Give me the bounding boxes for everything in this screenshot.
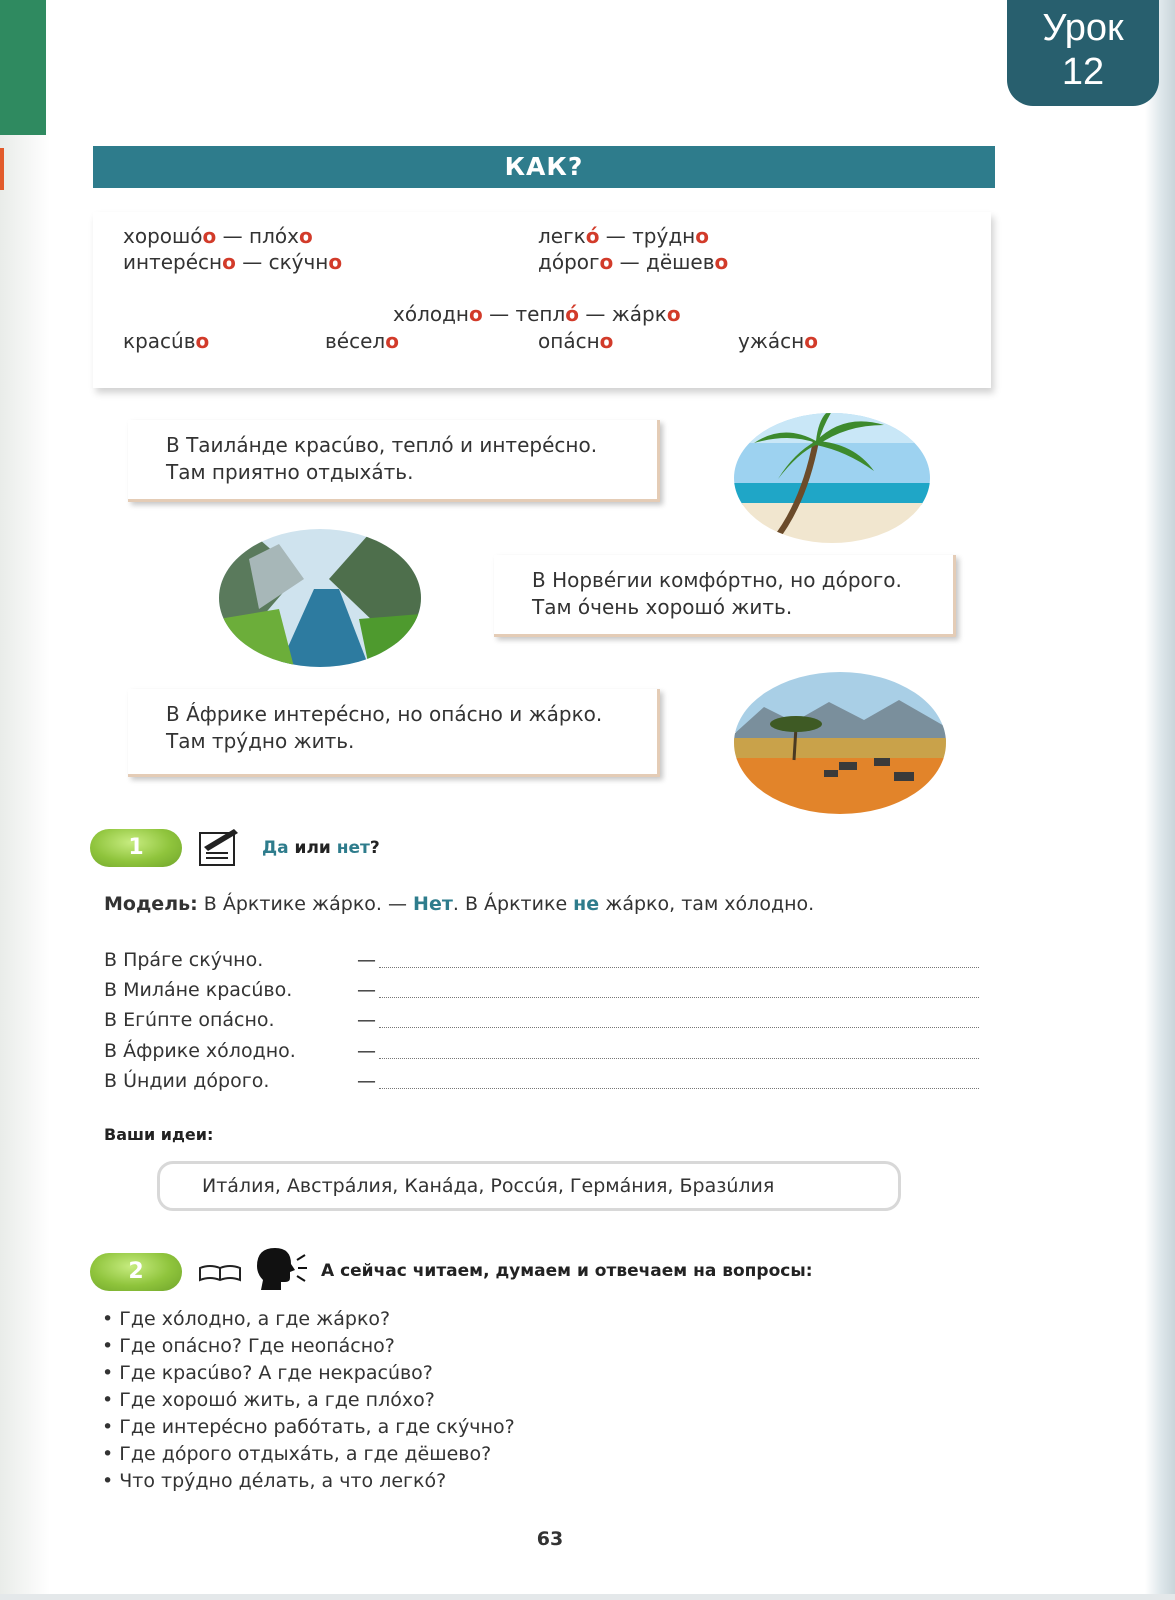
- gutter-orange-mark: [0, 148, 4, 190]
- card-line: Там приятно отдыхáть.: [166, 460, 414, 484]
- how-section-title: КАК?: [93, 146, 995, 188]
- answer-line[interactable]: [379, 1058, 979, 1059]
- task-2-title: А сейчас читаем, думаем и отвечаем на вопросы:: [321, 1261, 813, 1281]
- list-item: • Что трýдно дéлать, а что легкó?: [102, 1468, 515, 1495]
- card-line: Там óчень хорошó жить.: [532, 595, 793, 619]
- adverb-single: опáсно: [538, 329, 614, 353]
- exercise-row: В Úндии дóрого. —: [104, 1070, 974, 1100]
- page-edge-right: [1145, 0, 1175, 1600]
- ideas-label: Ваши идеи:: [104, 1125, 214, 1144]
- card-line: В Норвéгии комфóртно, но дóрого.: [532, 568, 902, 592]
- exercise-row: В Милáне красúво. —: [104, 979, 974, 1009]
- list-item: • Где интерéсно рабóтать, а где скýчно?: [102, 1414, 515, 1441]
- gutter-green-stripe: [0, 0, 46, 135]
- list-item: • Где хорошó жить, а где плóхо?: [102, 1387, 515, 1414]
- book-icon: [197, 1262, 243, 1284]
- exercise-sentence: В Егúпте опáсно.: [104, 1009, 275, 1031]
- adverb-pair: интерéсно — скýчно: [123, 250, 343, 274]
- exercise-sentence: В Милáне красúво.: [104, 979, 293, 1001]
- exercise-row: В Áфрике хóлодно. —: [104, 1040, 974, 1070]
- norway-card: [494, 555, 956, 637]
- exercise-sentence: В Прáге скýчно.: [104, 949, 264, 971]
- lesson-label: Урок: [1042, 7, 1124, 49]
- page-edge-bottom: [0, 1594, 1175, 1600]
- adverb-pair: хорошóо — плóхо: [123, 224, 313, 248]
- answer-line[interactable]: [379, 967, 979, 968]
- answer-line[interactable]: [379, 997, 979, 998]
- africa-card: [128, 689, 660, 777]
- speaking-head-icon: [253, 1246, 309, 1292]
- list-item: • Где опáсно? Где неопáсно?: [102, 1333, 515, 1360]
- answer-line[interactable]: [379, 1088, 979, 1089]
- task-2-badge: 2: [90, 1253, 182, 1291]
- fjord-photo: [219, 529, 421, 667]
- task-1-badge: 1: [90, 829, 182, 867]
- list-item: • Где хóлодно, а где жáрко?: [102, 1306, 515, 1333]
- adverb-triple: хóлодно — теплó — жáрко: [393, 302, 681, 326]
- savanna-photo: [734, 672, 946, 814]
- adverb-single: ужáсно: [738, 329, 818, 353]
- writing-icon: [196, 825, 242, 869]
- page-gutter: [0, 0, 50, 1600]
- model-example: Модель: В Áрктике жáрко. — Нет. В Áрктике не жáрко, там хóлодно.: [104, 893, 815, 915]
- adverb-single: красúво: [123, 329, 210, 353]
- card-line: В Áфрике интерéсно, но опáсно и жáрко.: [166, 702, 603, 726]
- exercise-row: В Прáге скýчно. —: [104, 949, 974, 979]
- list-item: • Где красúво? А где некрасúво?: [102, 1360, 515, 1387]
- card-line: В Таилáнде красúво, теплó и интерéсно.: [166, 433, 598, 457]
- task-1-title: Да или нет?: [262, 838, 380, 858]
- thailand-card: [128, 420, 660, 502]
- lesson-tab: [1007, 0, 1159, 106]
- list-item: • Где дóрого отдыхáть, а где дёшево?: [102, 1441, 515, 1468]
- card-line: Там трýдно жить.: [166, 729, 355, 753]
- exercise-sentence: В Úндии дóрого.: [104, 1070, 270, 1092]
- adverb-pair: легкó — трýдно: [538, 224, 709, 248]
- exercise-sentence: В Áфрике хóлодно.: [104, 1040, 296, 1062]
- ideas-box: Итáлия, Австрáлия, Канáда, Россúя, Гермáния, Бразúлия: [157, 1161, 901, 1211]
- adverb-pair: дóрого — дёшево: [538, 250, 729, 274]
- page-number: 63: [536, 1528, 564, 1550]
- lesson-number: 12: [1061, 51, 1105, 93]
- questions-list: [102, 1306, 515, 1495]
- adverb-single: вéсело: [325, 329, 399, 353]
- beach-palm-photo: [734, 413, 930, 543]
- answer-line[interactable]: [379, 1027, 979, 1028]
- adverbs-box: [93, 212, 991, 388]
- exercise-row: В Егúпте опáсно. —: [104, 1009, 974, 1039]
